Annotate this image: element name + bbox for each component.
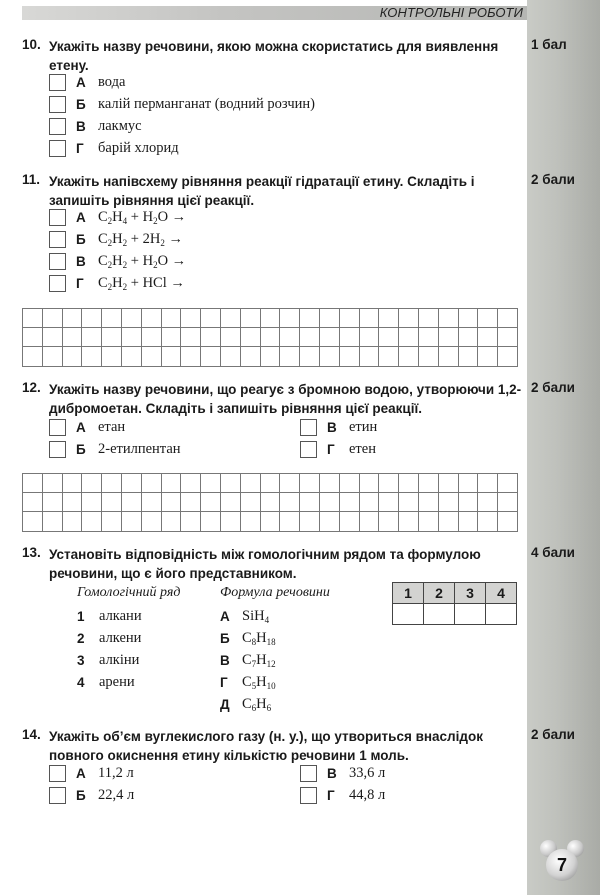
grid-cell[interactable] [498,493,518,512]
item-text: алкани [99,607,142,624]
question-text: Укажіть напівсхему рівняння реакції гідратації етину. Складіть і запишіть рівняння цієї реакції. [49,174,475,208]
answer-grid-q12[interactable] [22,473,518,532]
grid-cell[interactable] [280,474,300,493]
option-letter: А [76,419,86,435]
grid-cell[interactable] [498,328,518,347]
option-b[interactable] [49,94,315,114]
grid-cell[interactable] [82,493,102,512]
option-g[interactable] [300,439,376,459]
series-item-1 [77,606,142,626]
grid-cell[interactable] [102,474,122,493]
grid-cell[interactable] [141,309,161,328]
grid-cell[interactable] [280,512,300,531]
answer-col-header: 1 [393,583,424,604]
formula-item-g [220,672,276,692]
series-item-2 [77,628,141,648]
grid-cell[interactable] [181,309,201,328]
grid-cell[interactable] [438,309,458,328]
grid-cell[interactable] [478,328,498,347]
grid-cell[interactable] [161,512,181,531]
option-letter: В [76,118,86,134]
answer-checkbox[interactable] [49,74,66,91]
grid-cell[interactable] [240,512,260,531]
grid-cell[interactable] [379,493,399,512]
grid-cell[interactable] [418,512,438,531]
item-key: Г [220,674,228,690]
grid-cell[interactable] [23,493,43,512]
grid-cell[interactable] [201,474,221,493]
grid-cell[interactable] [300,347,320,366]
grid-cell[interactable] [42,512,62,531]
grid-cell[interactable] [141,474,161,493]
grid-cell[interactable] [260,512,280,531]
question-number: 10. [22,37,41,52]
option-text: 11,2 л [98,764,134,781]
grid-cell[interactable] [42,309,62,328]
option-letter: Г [327,787,335,803]
grid-cell[interactable] [379,328,399,347]
grid-cell[interactable] [359,309,379,328]
grid-cell[interactable] [359,328,379,347]
option-b[interactable] [49,439,181,459]
item-text: $C_6H_6$ [242,695,272,713]
option-letter: Г [76,275,84,291]
grid-cell[interactable] [399,309,419,328]
grid-cell[interactable] [121,347,141,366]
series-item-4 [77,672,135,692]
grid-cell[interactable] [319,309,339,328]
option-letter: В [76,253,86,269]
grid-cell[interactable] [220,309,240,328]
question-text: Укажіть назву речовини, якою можна скористатись для виявлення етену. [49,39,499,73]
option-v[interactable] [49,251,186,271]
grid-cell[interactable] [62,328,82,347]
grid-cell[interactable] [478,347,498,366]
grid-cell[interactable] [82,512,102,531]
homologous-series-header: Гомологічний ряд [77,585,181,600]
grid-cell[interactable] [438,512,458,531]
page-number-badge [534,838,590,888]
grid-cell[interactable] [220,474,240,493]
option-v[interactable] [300,763,385,783]
answer-col-header: 4 [486,583,517,604]
grid-cell[interactable] [280,347,300,366]
formula-item-v [220,650,276,670]
question-points: 1 бал [531,37,567,52]
grid-cell[interactable] [399,347,419,366]
item-text: $C_7H_{12}$ [242,651,276,669]
grid-cell[interactable] [102,512,122,531]
option-a[interactable] [49,72,125,92]
option-text: $C_2H_2 + H_2O$ → [98,252,187,270]
formula-item-d [220,694,271,714]
grid-cell[interactable] [240,309,260,328]
grid-cell[interactable] [220,493,240,512]
option-g[interactable] [49,138,179,158]
grid-cell[interactable] [23,309,43,328]
grid-cell[interactable] [280,309,300,328]
grid-cell[interactable] [478,493,498,512]
grid-cell[interactable] [399,512,419,531]
grid-cell[interactable] [260,474,280,493]
question-number: 11. [22,172,41,187]
answer-col-header: 2 [424,583,455,604]
answer-cell-1[interactable] [393,604,424,625]
option-text: барій хлорид [98,139,179,156]
grid-cell[interactable] [102,347,122,366]
grid-cell[interactable] [121,328,141,347]
grid-cell[interactable] [161,328,181,347]
grid-cell[interactable] [260,493,280,512]
grid-cell[interactable] [42,493,62,512]
option-text: калій перманганат (водний розчин) [98,95,315,112]
grid-cell[interactable] [438,474,458,493]
grid-cell[interactable] [379,347,399,366]
grid-cell[interactable] [121,474,141,493]
grid-cell[interactable] [478,474,498,493]
grid-cell[interactable] [42,347,62,366]
grid-cell[interactable] [220,512,240,531]
item-text: $C_8H_{18}$ [242,629,276,647]
grid-cell[interactable] [181,328,201,347]
grid-cell[interactable] [458,328,478,347]
option-letter: Г [327,441,335,457]
answer-cell-4[interactable] [486,604,517,625]
grid-cell[interactable] [418,474,438,493]
option-letter: А [76,74,86,90]
grid-cell[interactable] [82,328,102,347]
grid-cell[interactable] [121,309,141,328]
option-text: 22,4 л [98,786,135,803]
page-number: 7 [546,849,578,881]
grid-cell[interactable] [438,328,458,347]
answer-checkbox[interactable] [49,787,66,804]
item-text: алкени [99,629,142,646]
item-text: алкіни [99,651,140,668]
option-text: $C_2H_2 + 2H_2$ → [98,230,183,248]
item-key: 4 [77,674,85,690]
grid-cell[interactable] [418,328,438,347]
grid-cell[interactable] [23,328,43,347]
answer-checkbox[interactable] [49,419,66,436]
item-key: Д [220,696,230,712]
question-text: Установіть відповідність між гомологічним рядом та формулою речовини, що є його представником. [49,547,481,581]
option-text: етен [349,440,376,457]
question-points: 2 бали [531,380,575,395]
grid-cell[interactable] [280,328,300,347]
grid-cell[interactable] [339,512,359,531]
grid-cell[interactable] [240,328,260,347]
grid-cell[interactable] [319,347,339,366]
grid-cell[interactable] [339,328,359,347]
option-a[interactable] [49,763,134,783]
item-text: SiH$_4$ [242,607,270,625]
answer-checkbox[interactable] [49,441,66,458]
answer-checkbox[interactable] [300,765,317,782]
grid-cell[interactable] [498,309,518,328]
grid-cell[interactable] [141,328,161,347]
grid-cell[interactable] [220,328,240,347]
option-g[interactable] [300,785,385,805]
grid-cell[interactable] [141,493,161,512]
grid-cell[interactable] [319,512,339,531]
grid-cell[interactable] [458,512,478,531]
grid-cell[interactable] [418,309,438,328]
grid-cell[interactable] [418,347,438,366]
grid-cell[interactable] [82,474,102,493]
grid-cell[interactable] [42,328,62,347]
option-letter: Г [76,140,84,156]
grid-cell[interactable] [339,309,359,328]
grid-cell[interactable] [300,328,320,347]
grid-cell[interactable] [498,474,518,493]
item-key: А [220,608,230,624]
grid-cell[interactable] [62,512,82,531]
option-text: 2-етилпентан [98,440,181,457]
answer-checkbox[interactable] [49,118,66,135]
answer-checkbox[interactable] [49,275,66,292]
grid-cell[interactable] [181,474,201,493]
matching-answer-table [392,582,517,625]
question-text: Укажіть назву речовини, що реагує з бромною водою, утворюючи 1,2-дибромоетан. Складіть і запишіть рівняння цієї реакції. [49,382,522,416]
grid-cell[interactable] [300,474,320,493]
grid-cell[interactable] [23,347,43,366]
grid-cell[interactable] [62,474,82,493]
option-text: $C_2H_4 + H_2O$ → [98,208,187,226]
answer-checkbox[interactable] [300,441,317,458]
item-text: арени [99,673,135,690]
grid-cell[interactable] [201,512,221,531]
section-title: КОНТРОЛЬНІ РОБОТИ [379,5,523,20]
grid-cell[interactable] [181,512,201,531]
option-text: $C_2H_2$ + HCl → [98,274,185,292]
option-a[interactable] [49,417,125,437]
option-b[interactable] [49,229,183,249]
grid-cell[interactable] [141,512,161,531]
grid-cell[interactable] [260,309,280,328]
grid-cell[interactable] [161,474,181,493]
grid-cell[interactable] [260,347,280,366]
grid-cell[interactable] [458,493,478,512]
question-text: Укажіть об’єм вуглекислого газу (н. у.), що утвориться внаслідок повного окиснення етину кількістю речовини 1 моль. [49,729,483,763]
answer-checkbox[interactable] [49,96,66,113]
grid-cell[interactable] [498,347,518,366]
grid-cell[interactable] [181,493,201,512]
grid-cell[interactable] [478,309,498,328]
grid-cell[interactable] [62,493,82,512]
item-key: 3 [77,652,85,668]
grid-cell[interactable] [359,347,379,366]
item-key: 1 [77,608,85,624]
grid-cell[interactable] [478,512,498,531]
grid-cell[interactable] [62,309,82,328]
grid-cell[interactable] [23,474,43,493]
option-text: 33,6 л [349,764,386,781]
option-letter: Б [76,441,86,457]
option-a[interactable] [49,207,186,227]
item-key: Б [220,630,230,646]
grid-cell[interactable] [181,347,201,366]
grid-cell[interactable] [319,474,339,493]
grid-cell[interactable] [280,493,300,512]
grid-cell[interactable] [399,474,419,493]
grid-cell[interactable] [260,328,280,347]
grid-cell[interactable] [438,347,458,366]
answer-checkbox[interactable] [49,209,66,226]
option-letter: Б [76,96,86,112]
grid-cell[interactable] [339,493,359,512]
question-number: 13. [22,545,41,560]
grid-cell[interactable] [498,512,518,531]
grid-cell[interactable] [458,347,478,366]
answer-checkbox[interactable] [300,787,317,804]
grid-cell[interactable] [458,309,478,328]
answer-checkbox[interactable] [49,231,66,248]
grid-cell[interactable] [161,493,181,512]
grid-cell[interactable] [300,512,320,531]
item-key: 2 [77,630,85,646]
grid-cell[interactable] [339,347,359,366]
grid-cell[interactable] [201,328,221,347]
answer-cell-2[interactable] [424,604,455,625]
option-text: етан [98,418,126,435]
option-v[interactable] [300,417,377,437]
grid-cell[interactable] [82,309,102,328]
question-number: 12. [22,380,41,395]
answer-checkbox[interactable] [49,140,66,157]
answer-checkbox[interactable] [49,253,66,270]
grid-cell[interactable] [418,493,438,512]
grid-cell[interactable] [319,493,339,512]
grid-cell[interactable] [379,474,399,493]
item-key: В [220,652,230,668]
grid-cell[interactable] [23,512,43,531]
answer-col-header: 3 [455,583,486,604]
option-g[interactable] [49,273,185,293]
answer-checkbox[interactable] [300,419,317,436]
grid-cell[interactable] [399,493,419,512]
question-points: 2 бали [531,727,575,742]
grid-cell[interactable] [379,512,399,531]
series-item-3 [77,650,139,670]
grid-cell[interactable] [42,474,62,493]
item-text: $C_5H_{10}$ [242,673,276,691]
grid-cell[interactable] [102,493,122,512]
option-letter: А [76,765,86,781]
grid-cell[interactable] [82,347,102,366]
grid-cell[interactable] [399,328,419,347]
grid-cell[interactable] [220,347,240,366]
grid-cell[interactable] [121,512,141,531]
question-points: 4 бали [531,545,575,560]
grid-cell[interactable] [359,493,379,512]
option-text: лакмус [98,117,142,134]
option-letter: А [76,209,86,225]
question-points: 2 бали [531,172,575,187]
answer-grid-q11[interactable] [22,308,518,367]
grid-cell[interactable] [201,309,221,328]
grid-cell[interactable] [121,493,141,512]
option-v[interactable] [49,116,142,136]
grid-cell[interactable] [359,512,379,531]
option-letter: Б [76,787,86,803]
grid-cell[interactable] [300,493,320,512]
option-letter: В [327,419,337,435]
grid-cell[interactable] [141,347,161,366]
section-header-bar [22,6,527,20]
grid-cell[interactable] [161,309,181,328]
formula-item-b [220,628,276,648]
formula-header: Формула речовини [220,585,330,600]
grid-cell[interactable] [240,493,260,512]
grid-cell[interactable] [240,474,260,493]
grid-cell[interactable] [300,309,320,328]
grid-cell[interactable] [240,347,260,366]
grid-cell[interactable] [339,474,359,493]
page-margin-sidebar [527,0,600,895]
grid-cell[interactable] [161,347,181,366]
grid-cell[interactable] [201,493,221,512]
grid-cell[interactable] [201,347,221,366]
grid-cell[interactable] [359,474,379,493]
option-text: 44,8 л [349,786,386,803]
grid-cell[interactable] [102,328,122,347]
formula-item-a [220,606,269,626]
option-text: вода [98,73,126,90]
grid-cell[interactable] [102,309,122,328]
option-b[interactable] [49,785,134,805]
grid-cell[interactable] [458,474,478,493]
answer-checkbox[interactable] [49,765,66,782]
answer-cell-3[interactable] [455,604,486,625]
grid-cell[interactable] [438,493,458,512]
question-number: 14. [22,727,41,742]
grid-cell[interactable] [62,347,82,366]
option-letter: Б [76,231,86,247]
option-text: етин [349,418,378,435]
option-letter: В [327,765,337,781]
grid-cell[interactable] [319,328,339,347]
grid-cell[interactable] [379,309,399,328]
